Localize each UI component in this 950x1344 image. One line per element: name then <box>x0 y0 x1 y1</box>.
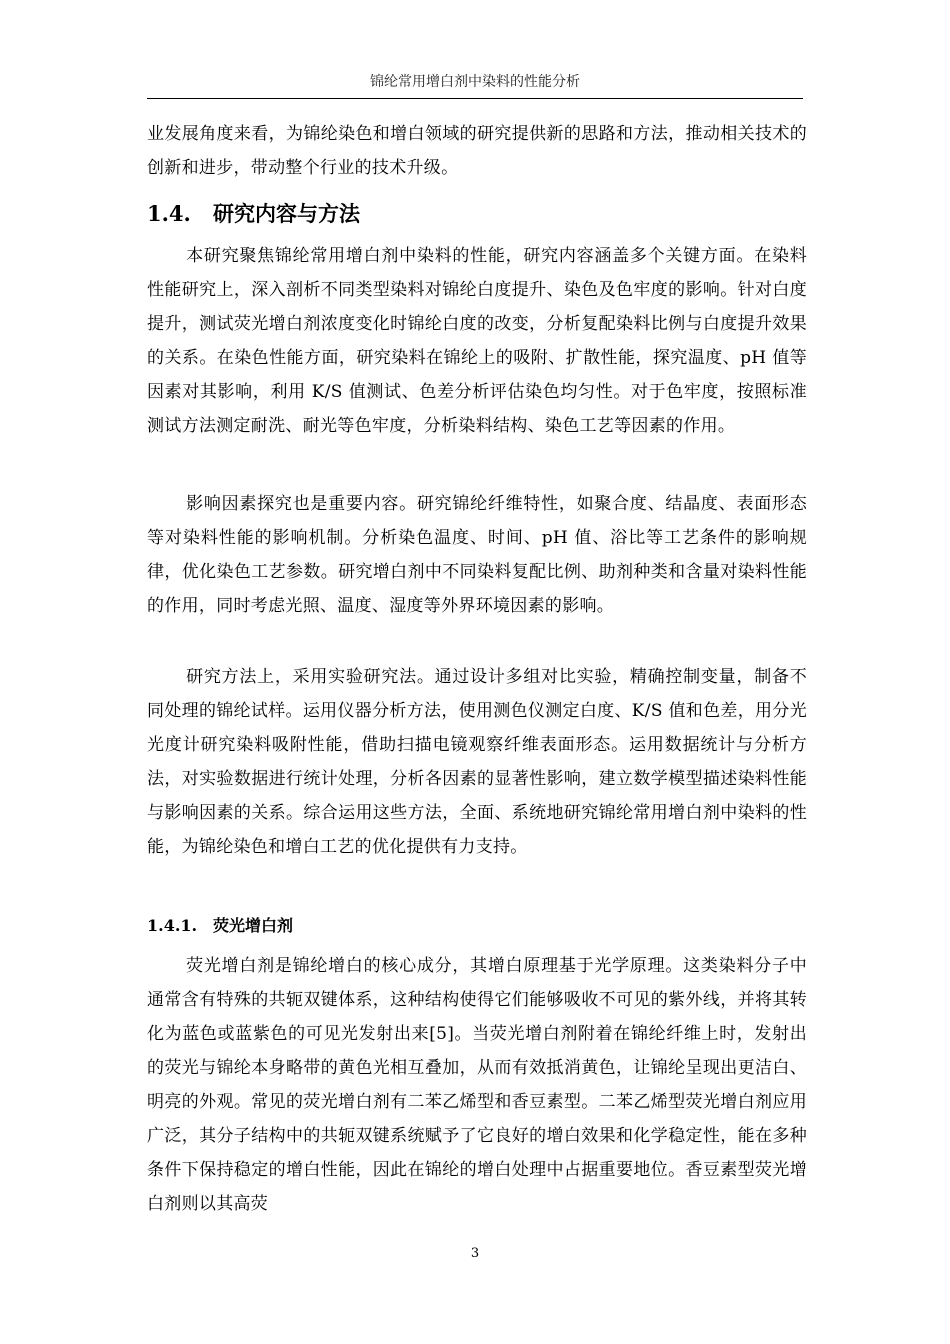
section-number: 1.4. <box>147 201 191 226</box>
page-number: 3 <box>470 1246 480 1261</box>
running-header: 锦纶常用增白剂中染料的性能分析 <box>370 74 580 90</box>
paragraph-influencing-factors: 影响因素探究也是重要内容。研究锦纶纤维特性，如聚合度、结晶度、表面形态等对染料性能的影响机制。分析染色温度、时间、pH 值、浴比等工艺条件的影响规律，优化染色工艺参数。研究增白剂中不同染料复配比例、助剂种类和含量对染料性能的作用，同时考虑光照、温度、湿度等外界环境因素的影响。 <box>147 494 807 616</box>
paragraph-research-methods: 研究方法上，采用实验研究法。通过设计多组对比实验，精确控制变量，制备不同处理的锦纶试样。运用仪器分析方法，使用测色仪测定白度、K/S 值和色差，用分光光度计研究染料吸附性能，借助扫描电镜观察纤维表面形态。运用数据统计与分析方法，对实验数据进行统计处理，分析各因素的显著性影响，建立数学模型描述染料性能与影响因素的关系。综合运用这些方法，全面、系统地研究锦纶常用增白剂中染料的性能，为锦纶染色和增白工艺的优化提供有力支持。 <box>147 667 807 857</box>
header-rule <box>147 98 803 99</box>
subsection-title: 荧光增白剂 <box>213 916 294 935</box>
paragraph-fluorescent-brightener: 荧光增白剂是锦纶增白的核心成分，其增白原理基于光学原理。这类染料分子中通常含有特殊的共轭双键体系，这种结构使得它们能够吸收不可见的紫外线，并将其转化为蓝色或蓝紫色的可见光发射出来[5]。当荧光增白剂附着在锦纶纤维上时，发射出的荧光与锦纶本身略带的黄色光相互叠加，从而有效抵消黄色，让锦纶呈现出更洁白、明亮的外观。常见的荧光增白剂有二苯乙烯型和香豆素型。二苯乙烯型荧光增白剂应用广泛，其分子结构中的共轭双键系统赋予了它良好的增白效果和化学稳定性，能在多种条件下保持稳定的增白性能，因此在锦纶的增白处理中占据重要地位。香豆素型荧光增白剂则以其高荧 <box>147 956 807 1214</box>
section-title: 研究内容与方法 <box>213 202 360 226</box>
section-heading <box>147 199 360 229</box>
subsection-heading <box>147 913 293 939</box>
subsection-number: 1.4.1. <box>147 916 198 935</box>
paragraph-continuation: 业发展角度来看，为锦纶染色和增白领域的研究提供新的思路和方法，推动相关技术的创新和进步，带动整个行业的技术升级。 <box>147 124 807 178</box>
paragraph-research-content: 本研究聚焦锦纶常用增白剂中染料的性能，研究内容涵盖多个关键方面。在染料性能研究上，深入剖析不同类型染料对锦纶白度提升、染色及色牢度的影响。针对白度提升，测试荧光增白剂浓度变化时锦纶白度的改变，分析复配染料比例与白度提升效果的关系。在染色性能方面，研究染料在锦纶上的吸附、扩散性能，探究温度、pH 值等因素对其影响，利用 K/S 值测试、色差分析评估染色均匀性。对于色牢度，按照标准测试方法测定耐洗、耐光等色牢度，分析染料结构、染色工艺等因素的作用。 <box>147 246 807 436</box>
